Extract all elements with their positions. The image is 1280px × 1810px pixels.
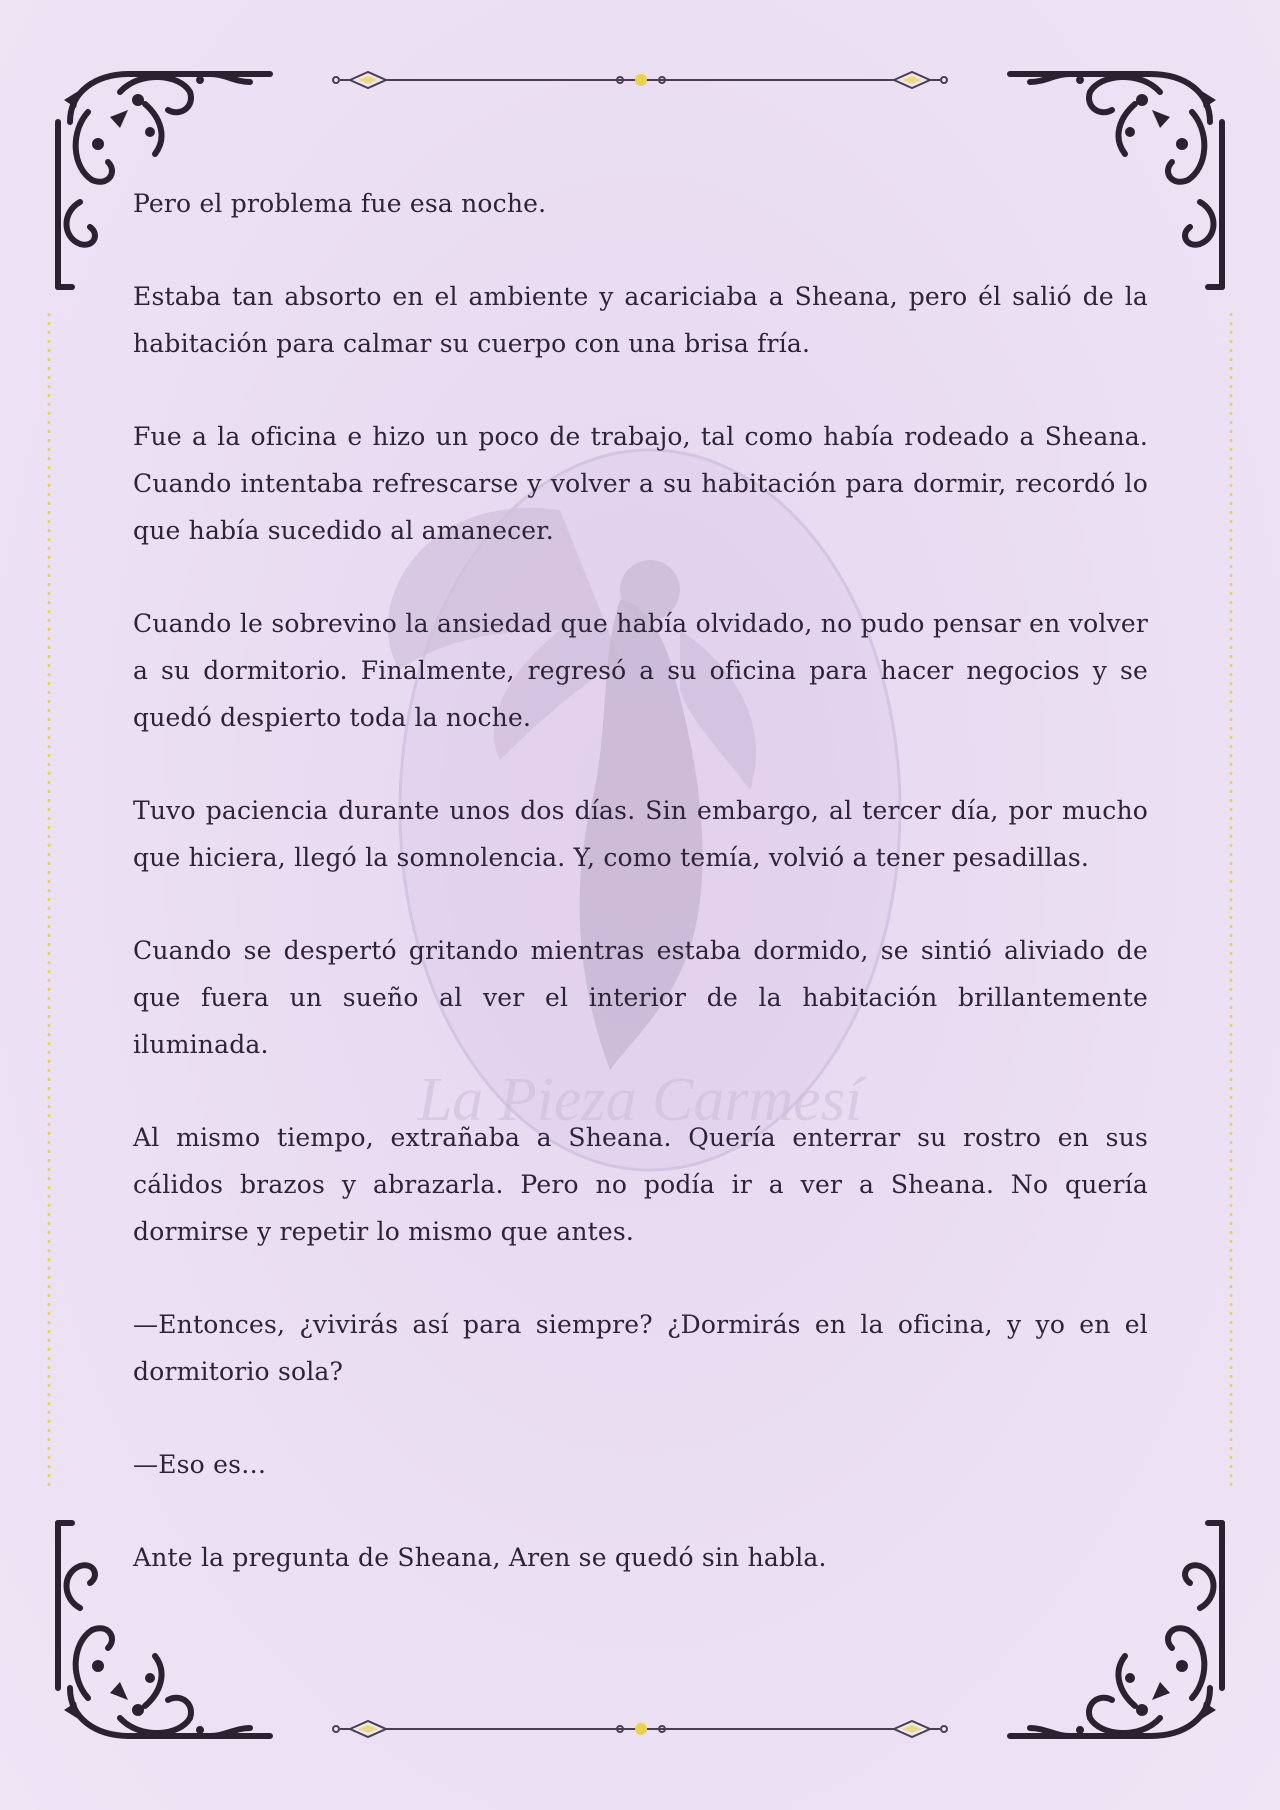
paragraph: Ante la pregunta de Sheana, Aren se quedó sin habla. [133, 1543, 827, 1572]
paragraph: Estaba tan absorto en el ambiente y acariciaba a Sheana, pero él salió de la habitación para calmar su cuerpo con una brisa fría. [133, 282, 1148, 358]
paragraph: —Eso es… [133, 1450, 267, 1479]
paragraph: Al mismo tiempo, extrañaba a Sheana. Quería enterrar su rostro en sus cálidos brazos y abrazarla. Pero no podía ir a ver a Sheana. No quería dormirse y repetir lo mismo que antes. [133, 1123, 1148, 1246]
paragraph: Fue a la oficina e hizo un poco de trabajo, tal como había rodeado a Sheana. Cuando intentaba refrescarse y volver a su habitación para dormir, recordó lo que había sucedido al amanecer. [133, 422, 1148, 545]
paragraph: Pero el problema fue esa noche. [133, 189, 547, 218]
right-dotted-border [1229, 310, 1233, 1490]
left-dotted-border [47, 310, 51, 1490]
paragraph: —Entonces, ¿vivirás así para siempre? ¿Dormirás en la oficina, y yo en el dormitorio sola? [133, 1310, 1148, 1386]
watermark-text: La Pieza Carmesí [417, 1066, 863, 1134]
top-divider-icon [320, 68, 960, 92]
paragraph: Cuando se despertó gritando mientras estaba dormido, se sintió aliviado de que fuera un sueño al ver el interior de la habitación brillantemente iluminada. [133, 936, 1148, 1059]
paragraph: Cuando le sobrevino la ansiedad que había olvidado, no pudo pensar en volver a su dormitorio. Finalmente, regresó a su oficina para hacer negocios y se quedó despierto toda la noche. [133, 609, 1148, 732]
bottom-divider-icon [320, 1717, 960, 1741]
story-text [133, 180, 1148, 1581]
paragraph: Tuvo paciencia durante unos dos días. Sin embargo, al tercer día, por mucho que hiciera, llegó la somnolencia. Y, como temía, volvió a tener pesadillas. [133, 796, 1148, 872]
